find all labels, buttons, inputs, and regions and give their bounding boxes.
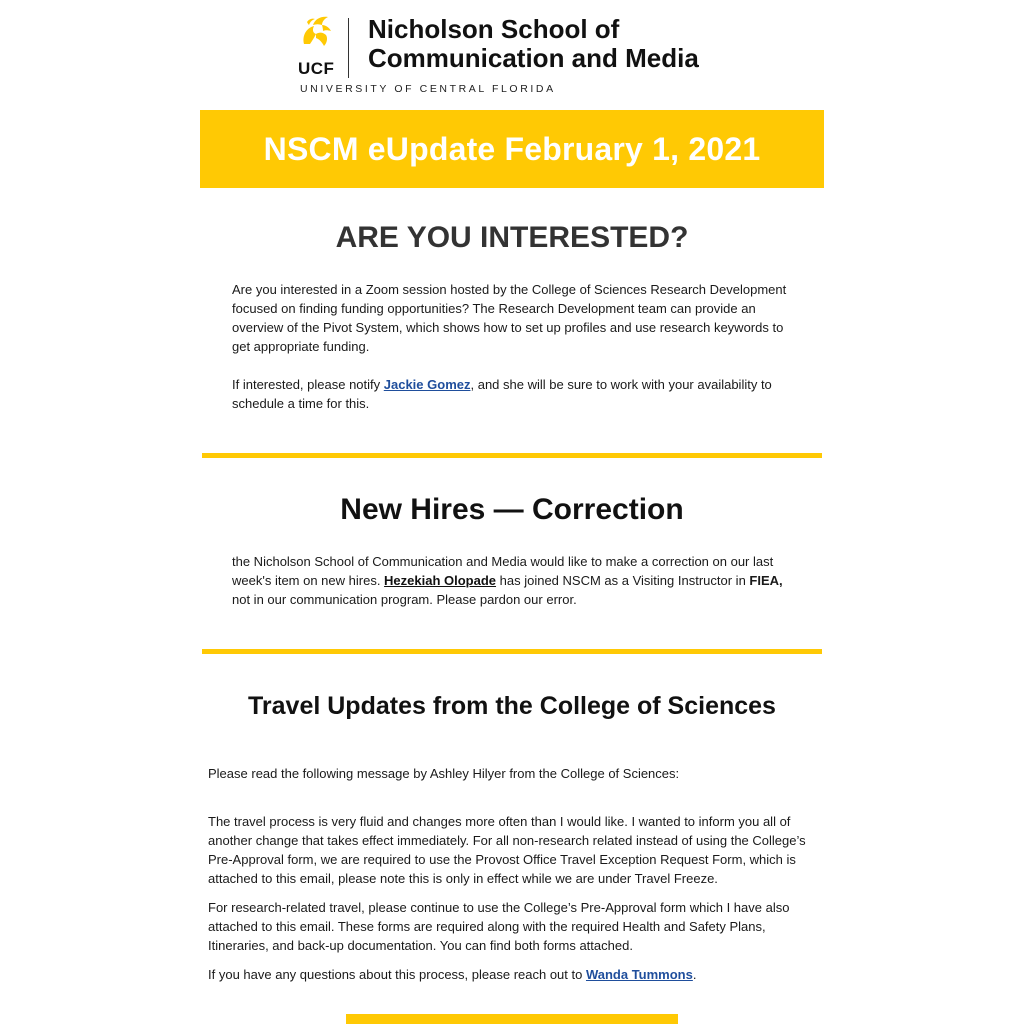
section-divider [202, 453, 822, 458]
pegasus-icon [298, 14, 334, 50]
banner-title: NSCM eUpdate February 1, 2021 [263, 130, 761, 167]
travel-paragraph-2: For research-related travel, please continue to use the College’s Pre-Approval form which I have also attached to this email. These forms are required along with the required Health and Safety Plans, Itineraries, and back-up documentation. You can find both forms attached. [208, 900, 790, 953]
bottom-gold-bar [346, 1014, 678, 1024]
hires-p-before: the Nicholson School of Communication and Media would like to make a correction on our last week's item on new hires. [232, 554, 774, 588]
interest-heading: ARE YOU INTERESTED? [335, 221, 689, 254]
section-divider [202, 649, 822, 654]
travel-heading: Travel Updates from the College of Sciences [248, 692, 776, 720]
ucf-mark: UCF [298, 59, 335, 78]
jackie-gomez-link[interactable]: Jackie Gomez [383, 377, 471, 392]
travel-paragraph-3 [208, 965, 818, 984]
travel-paragraph-1: The travel process is very fluid and changes more often than I would like. I wanted to inform you all of another change that takes effect immediately. For all non-research related instead of using the College’s Pre-Approval form, we are required to use the Provost Office Travel Exception Request Form, which is attached to this email, please note this is only in effect while we are under Travel Freeze. [208, 814, 806, 886]
logo-divider [348, 18, 349, 78]
travel-intro: Please read the following message by Ashley Hilyer from the College of Sciences: [208, 766, 680, 781]
wanda-tummons-link[interactable]: Wanda Tummons [585, 967, 693, 982]
travel-p3-before: If you have any questions about this process, please reach out to [208, 967, 586, 982]
school-name [368, 15, 699, 73]
school-name-line1: Nicholson School of [368, 14, 620, 44]
title-banner [200, 110, 824, 188]
new-hires-heading: New Hires — Correction [340, 493, 684, 526]
interest-p2-before: If interested, please notify [232, 377, 384, 392]
interest-paragraph-1: Are you interested in a Zoom session hosted by the College of Sciences Research Development focused on finding funding opportunities? The Research Development team can provide an overview of the Pivot System, which shows how to set up profiles and use research keywords to get appropriate funding. [232, 282, 787, 354]
school-name-line2: Communication and Media [368, 43, 699, 73]
hires-p-middle: has joined NSCM as a Visiting Instructor in [496, 573, 750, 588]
interest-p2-after: , and she will be sure to work with your availability to schedule a time for this. [232, 377, 772, 411]
hires-fiea: FIEA, [749, 573, 783, 588]
university-name: UNIVERSITY OF CENTRAL FLORIDA [300, 83, 556, 95]
new-hires-paragraph [232, 552, 798, 609]
interest-paragraph-2 [232, 375, 798, 413]
hires-p-after: not in our communication program. Please pardon our error. [232, 592, 577, 607]
travel-p3-after: . [692, 967, 697, 982]
nscm-logo [298, 12, 738, 96]
hezekiah-olopade-link[interactable]: Hezekiah Olopade [384, 573, 497, 588]
